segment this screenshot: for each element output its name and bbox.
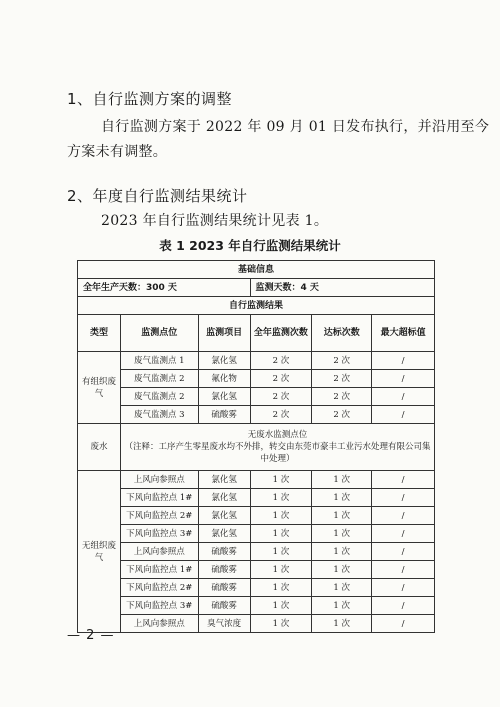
cell-max: / xyxy=(372,561,435,579)
page-number: — 2 — xyxy=(67,628,115,643)
cell-count: 1 次 xyxy=(250,543,312,561)
cell-passed: 2 次 xyxy=(312,406,372,424)
cell-point: 上风向参照点 xyxy=(120,543,198,561)
cell-count: 2 次 xyxy=(250,388,312,406)
cell-passed: 2 次 xyxy=(312,352,372,370)
cell-count: 2 次 xyxy=(250,370,312,388)
col-header-max-exceed: 最大超标值 xyxy=(372,315,435,352)
cell-passed: 1 次 xyxy=(312,615,372,633)
cell-count: 1 次 xyxy=(250,489,312,507)
monitoring-results-table xyxy=(77,260,435,633)
table-row xyxy=(78,406,435,424)
type-cell-wastewater: 废水 xyxy=(78,424,121,471)
cell-count: 1 次 xyxy=(250,615,312,633)
cell-max: / xyxy=(372,507,435,525)
cell-point: 上风向参照点 xyxy=(120,615,198,633)
cell-item: 硫酸雾 xyxy=(198,561,250,579)
cell-passed: 1 次 xyxy=(312,543,372,561)
cell-passed: 1 次 xyxy=(312,507,372,525)
cell-max: / xyxy=(372,370,435,388)
table-row xyxy=(78,370,435,388)
table-row xyxy=(78,579,435,597)
cell-max: / xyxy=(372,406,435,424)
cell-point: 废气监测点 1 xyxy=(120,352,198,370)
monitoring-days: 监测天数：4 天 xyxy=(250,279,434,297)
col-header-passed: 达标次数 xyxy=(312,315,372,352)
cell-point: 下风向监控点 3# xyxy=(120,525,198,543)
cell-count: 1 次 xyxy=(250,579,312,597)
cell-item: 氯化氢 xyxy=(198,388,250,406)
section2-heading: 2、年度自行监测结果统计 xyxy=(67,187,248,205)
cell-passed: 1 次 xyxy=(312,471,372,489)
cell-max: / xyxy=(372,615,435,633)
cell-point: 上风向参照点 xyxy=(120,471,198,489)
cell-max: / xyxy=(372,579,435,597)
cell-passed: 1 次 xyxy=(312,561,372,579)
cell-point: 下风向监控点 1# xyxy=(120,489,198,507)
cell-passed: 1 次 xyxy=(312,597,372,615)
wastewater-note-line2: （注释：工序产生零星废水均不外排，转交由东莞市豪丰工业污水处理有限公司集中处理） xyxy=(124,442,431,464)
col-header-type: 类型 xyxy=(78,315,121,352)
table-row xyxy=(78,471,435,489)
type-cell-unorganized: 无组织废气 xyxy=(78,471,121,633)
table-row xyxy=(78,352,435,370)
cell-point: 下风向监控点 1# xyxy=(120,561,198,579)
cell-max: / xyxy=(372,597,435,615)
type-cell-organized: 有组织废气 xyxy=(78,352,121,424)
cell-max: / xyxy=(372,352,435,370)
cell-max: / xyxy=(372,543,435,561)
table-row xyxy=(78,597,435,615)
cell-item: 氯化氢 xyxy=(198,489,250,507)
cell-item: 硫酸雾 xyxy=(198,543,250,561)
col-header-count: 全年监测次数 xyxy=(250,315,312,352)
cell-max: / xyxy=(372,489,435,507)
table-caption: 表 1 2023 年自行监测结果统计 xyxy=(159,238,341,253)
cell-point: 废气监测点 2 xyxy=(120,388,198,406)
cell-point: 下风向监控点 3# xyxy=(120,597,198,615)
wastewater-note-line1: 无废水监测点位 xyxy=(247,430,308,440)
col-header-item: 监测项目 xyxy=(198,315,250,352)
section2-paragraph: 2023 年自行监测结果统计见表 1。 xyxy=(101,213,329,229)
section1-paragraph-line2: 方案未有调整。 xyxy=(67,144,168,160)
cell-passed: 1 次 xyxy=(312,489,372,507)
cell-item: 硫酸雾 xyxy=(198,406,250,424)
cell-item: 硫酸雾 xyxy=(198,579,250,597)
cell-max: / xyxy=(372,388,435,406)
cell-point: 下风向监控点 2# xyxy=(120,507,198,525)
cell-count: 1 次 xyxy=(250,561,312,579)
cell-passed: 1 次 xyxy=(312,525,372,543)
cell-item: 氟化物 xyxy=(198,370,250,388)
table-row xyxy=(78,388,435,406)
cell-count: 1 次 xyxy=(250,507,312,525)
cell-count: 1 次 xyxy=(250,597,312,615)
table-row xyxy=(78,489,435,507)
table-row xyxy=(78,615,435,633)
cell-count: 2 次 xyxy=(250,352,312,370)
section1-heading: 1、自行监测方案的调整 xyxy=(67,90,233,108)
cell-max: / xyxy=(372,471,435,489)
cell-passed: 2 次 xyxy=(312,370,372,388)
table-row xyxy=(78,543,435,561)
cell-passed: 1 次 xyxy=(312,579,372,597)
cell-passed: 2 次 xyxy=(312,388,372,406)
cell-point: 废气监测点 3 xyxy=(120,406,198,424)
cell-count: 1 次 xyxy=(250,471,312,489)
section1-paragraph-line1: 自行监测方案于 2022 年 09 月 01 日发布执行，并沿用至今 xyxy=(101,119,490,135)
cell-count: 2 次 xyxy=(250,406,312,424)
cell-item: 氯化氢 xyxy=(198,471,250,489)
cell-max: / xyxy=(372,525,435,543)
wastewater-note xyxy=(120,424,434,471)
results-header: 自行监测结果 xyxy=(78,297,435,315)
cell-item: 氯化氢 xyxy=(198,525,250,543)
col-header-point: 监测点位 xyxy=(120,315,198,352)
basic-info-header: 基础信息 xyxy=(78,261,435,279)
cell-point: 下风向监控点 2# xyxy=(120,579,198,597)
cell-item: 硫酸雾 xyxy=(198,597,250,615)
production-days: 全年生产天数：300 天 xyxy=(78,279,251,297)
cell-item: 氯化氢 xyxy=(198,352,250,370)
cell-item: 臭气浓度 xyxy=(198,615,250,633)
table-row xyxy=(78,561,435,579)
table-row xyxy=(78,525,435,543)
cell-count: 1 次 xyxy=(250,525,312,543)
table-row xyxy=(78,424,435,471)
cell-point: 废气监测点 2 xyxy=(120,370,198,388)
table-row xyxy=(78,507,435,525)
cell-item: 氯化氢 xyxy=(198,507,250,525)
